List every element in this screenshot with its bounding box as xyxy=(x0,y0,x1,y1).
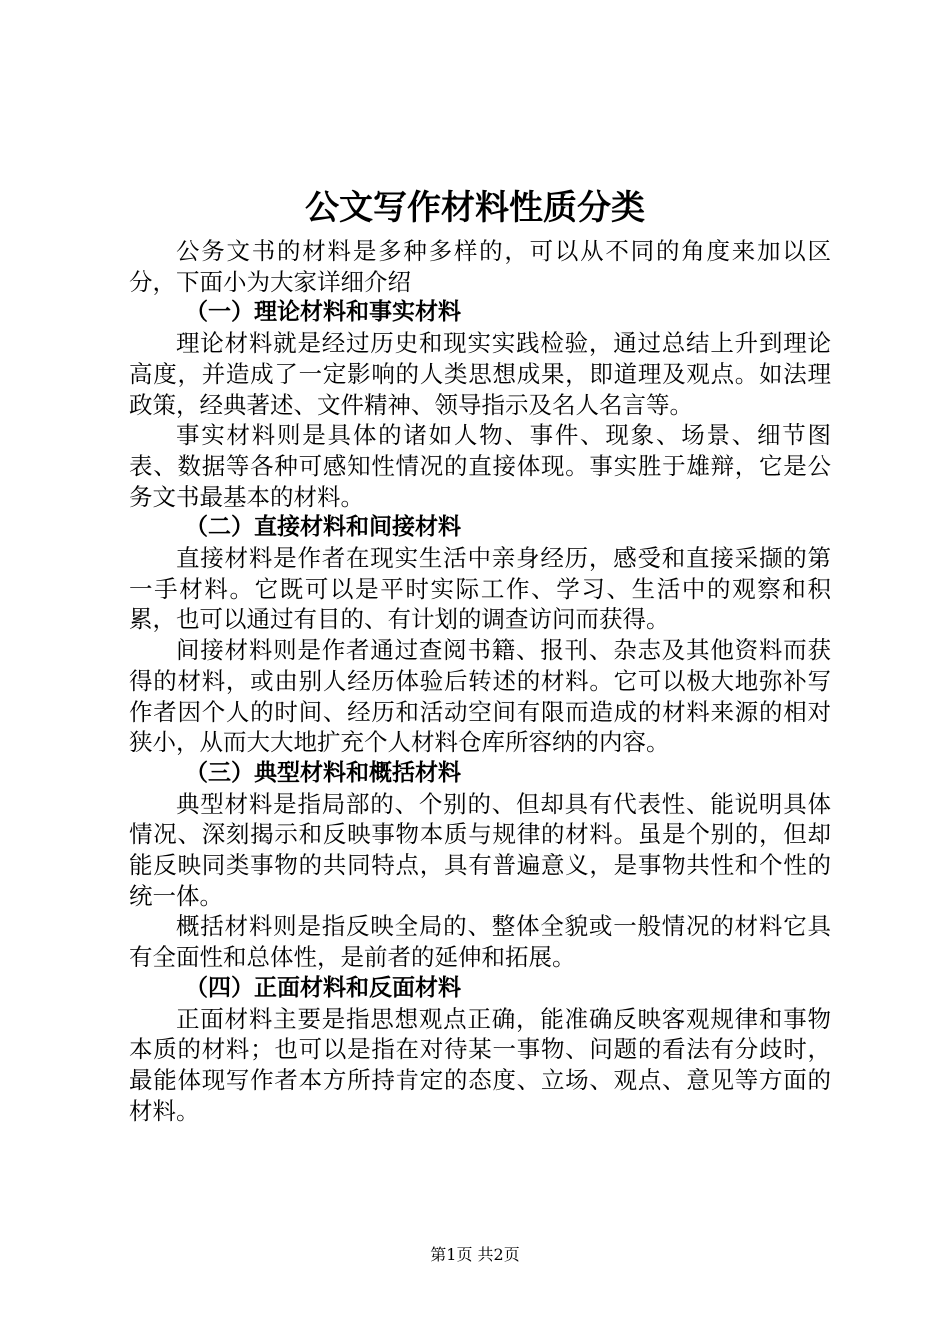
page-footer: 第1页 共2页 xyxy=(430,1245,520,1264)
section-4-paragraph-1: 正面材料主要是指思想观点正确，能准确反映客观规律和事物本质的材料；也可以是指在对待某一事物、问题的看法有分歧时，最能体现写作者本方所持肯定的态度、立场、观点、意见等方面的材料。 xyxy=(129,1004,831,1125)
section-3-paragraph-1: 典型材料是指局部的、个别的、但却具有代表性、能说明具体情况、深刻揭示和反映事物本质与规律的材料。虽是个别的，但却能反映同类事物的共同特点，具有普遍意义，是事物共性和个性的统一体。 xyxy=(129,789,831,910)
section-2-paragraph-1: 直接材料是作者在现实生活中亲身经历，感受和直接采撷的第一手材料。它既可以是平时实际工作、学习、生活中的观察和积累，也可以通过有目的、有计划的调查访问而获得。 xyxy=(129,544,831,634)
section-3-paragraph-2: 概括材料则是指反映全局的、整体全貌或一般情况的材料它具有全面性和总体性，是前者的延伸和拓展。 xyxy=(129,912,831,972)
section-2-paragraph-2: 间接材料则是作者通过查阅书籍、报刊、杂志及其他资料而获得的材料，或由别人经历体验后转述的材料。它可以极大地弥补写作者因个人的时间、经历和活动空间有限而造成的材料来源的相对狭小，从而大大地扩充个人材料仓库所容纳的内容。 xyxy=(129,636,831,757)
section-1-paragraph-2: 事实材料则是具体的诸如人物、事件、现象、场景、细节图表、数据等各种可感知性情况的直接体现。事实胜于雄辩，它是公务文书最基本的材料。 xyxy=(129,421,831,511)
section-heading-4: （四）正面材料和反面材料 xyxy=(185,974,461,1001)
intro-paragraph: 公务文书的材料是多种多样的，可以从不同的角度来加以区分，下面小为大家详细介绍 xyxy=(129,237,831,296)
document-body xyxy=(129,236,831,1126)
section-heading-2: （二）直接材料和间接材料 xyxy=(185,514,461,541)
section-heading-3: （三）典型材料和概括材料 xyxy=(185,759,461,786)
document-title: 公文写作材料性质分类 xyxy=(305,188,645,228)
section-heading-1: （一）理论材料和事实材料 xyxy=(185,299,461,326)
section-1-paragraph-1: 理论材料就是经过历史和现实实践检验，通过总结上升到理论高度，并造成了一定影响的人类思想成果，即道理及观点。如法理政策，经典著述、文件精神、领导指示及名人名言等。 xyxy=(129,329,831,419)
